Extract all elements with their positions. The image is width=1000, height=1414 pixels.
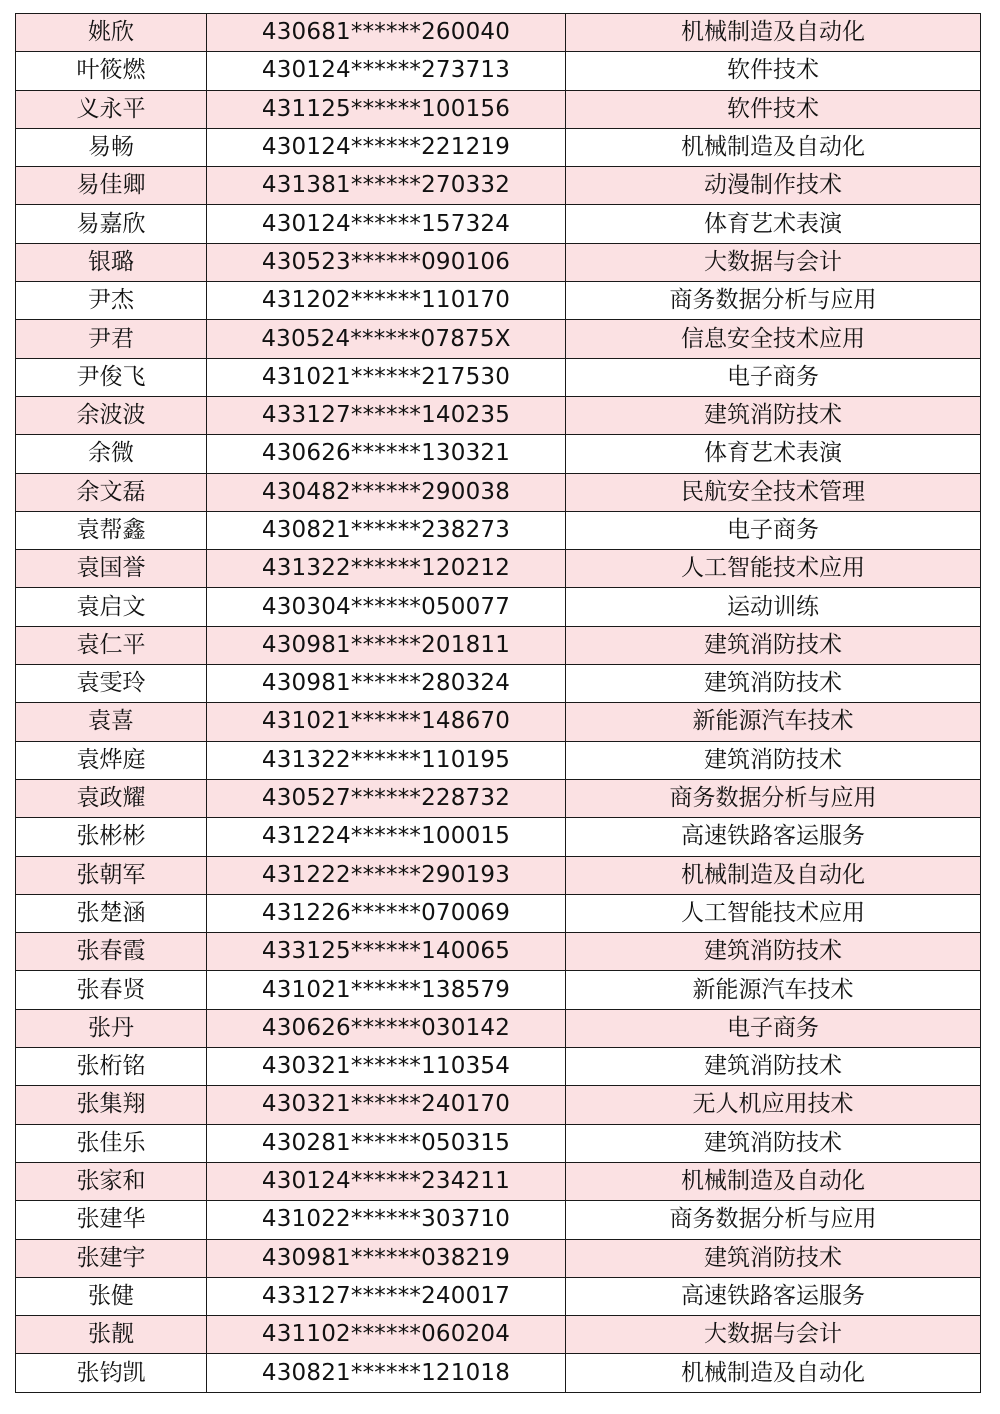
table-row	[16, 1162, 981, 1200]
student-name-cell: 袁喜	[16, 703, 207, 741]
student-name-cell: 张靓	[16, 1316, 207, 1354]
student-name-cell: 张春贤	[16, 971, 207, 1009]
id-number-cell: 433127******240017	[207, 1277, 566, 1315]
id-number-cell: 430281******050315	[207, 1124, 566, 1162]
student-name-cell: 张桁铭	[16, 1048, 207, 1086]
table-row	[16, 167, 981, 205]
student-name-cell: 叶筱燃	[16, 52, 207, 90]
table-row	[16, 933, 981, 971]
id-number-cell: 431381******270332	[207, 167, 566, 205]
id-number-cell: 431021******138579	[207, 971, 566, 1009]
id-number-cell: 430124******234211	[207, 1162, 566, 1200]
student-name-cell: 余波波	[16, 396, 207, 434]
major-cell: 商务数据分析与应用	[566, 282, 981, 320]
major-cell: 新能源汽车技术	[566, 703, 981, 741]
student-name-cell: 余微	[16, 435, 207, 473]
student-name-cell: 易嘉欣	[16, 205, 207, 243]
student-name-cell: 袁启文	[16, 588, 207, 626]
student-name-cell: 姚欣	[16, 14, 207, 52]
id-number-cell: 431322******120212	[207, 550, 566, 588]
student-name-cell: 张集翔	[16, 1086, 207, 1124]
table-row	[16, 243, 981, 281]
id-number-cell: 431021******148670	[207, 703, 566, 741]
major-cell: 无人机应用技术	[566, 1086, 981, 1124]
major-cell: 机械制造及自动化	[566, 856, 981, 894]
table-row	[16, 511, 981, 549]
student-name-cell: 余文磊	[16, 473, 207, 511]
major-cell: 人工智能技术应用	[566, 894, 981, 932]
id-number-cell: 431102******060204	[207, 1316, 566, 1354]
major-cell: 机械制造及自动化	[566, 1354, 981, 1392]
id-number-cell: 430321******240170	[207, 1086, 566, 1124]
major-cell: 民航安全技术管理	[566, 473, 981, 511]
id-number-cell: 431224******100015	[207, 818, 566, 856]
table-row	[16, 1201, 981, 1239]
major-cell: 软件技术	[566, 52, 981, 90]
student-name-cell: 张家和	[16, 1162, 207, 1200]
table-row	[16, 320, 981, 358]
id-number-cell: 431202******110170	[207, 282, 566, 320]
table-row	[16, 741, 981, 779]
table-row	[16, 856, 981, 894]
table-row	[16, 282, 981, 320]
major-cell: 机械制造及自动化	[566, 14, 981, 52]
id-number-cell: 430124******157324	[207, 205, 566, 243]
major-cell: 信息安全技术应用	[566, 320, 981, 358]
id-number-cell: 433125******140065	[207, 933, 566, 971]
id-number-cell: 430626******030142	[207, 1009, 566, 1047]
student-name-cell: 张彬彬	[16, 818, 207, 856]
student-name-cell: 袁国誉	[16, 550, 207, 588]
student-name-cell: 张朝军	[16, 856, 207, 894]
major-cell: 商务数据分析与应用	[566, 779, 981, 817]
table-row	[16, 1048, 981, 1086]
student-roster-table	[15, 13, 981, 1393]
id-number-cell: 430524******07875X	[207, 320, 566, 358]
student-name-cell: 张佳乐	[16, 1124, 207, 1162]
id-number-cell: 431222******290193	[207, 856, 566, 894]
table-row	[16, 205, 981, 243]
major-cell: 建筑消防技术	[566, 396, 981, 434]
id-number-cell: 431125******100156	[207, 90, 566, 128]
id-number-cell: 431226******070069	[207, 894, 566, 932]
student-name-cell: 张建华	[16, 1201, 207, 1239]
major-cell: 新能源汽车技术	[566, 971, 981, 1009]
table-row	[16, 1124, 981, 1162]
table-row	[16, 473, 981, 511]
student-name-cell: 袁雯玲	[16, 665, 207, 703]
major-cell: 电子商务	[566, 1009, 981, 1047]
student-name-cell: 张钧凯	[16, 1354, 207, 1392]
roster-sheet	[15, 13, 980, 1393]
table-row	[16, 396, 981, 434]
table-row	[16, 971, 981, 1009]
student-name-cell: 袁烨庭	[16, 741, 207, 779]
id-number-cell: 430124******273713	[207, 52, 566, 90]
student-name-cell: 张楚涵	[16, 894, 207, 932]
major-cell: 人工智能技术应用	[566, 550, 981, 588]
major-cell: 建筑消防技术	[566, 626, 981, 664]
id-number-cell: 430981******201811	[207, 626, 566, 664]
table-row	[16, 1277, 981, 1315]
id-number-cell: 430124******221219	[207, 128, 566, 166]
id-number-cell: 430981******038219	[207, 1239, 566, 1277]
id-number-cell: 430821******121018	[207, 1354, 566, 1392]
student-name-cell: 张建宇	[16, 1239, 207, 1277]
id-number-cell: 433127******140235	[207, 396, 566, 434]
table-row	[16, 588, 981, 626]
table-row	[16, 1009, 981, 1047]
table-row	[16, 550, 981, 588]
major-cell: 电子商务	[566, 358, 981, 396]
table-row	[16, 703, 981, 741]
table-row	[16, 894, 981, 932]
table-row	[16, 128, 981, 166]
major-cell: 软件技术	[566, 90, 981, 128]
major-cell: 建筑消防技术	[566, 741, 981, 779]
major-cell: 高速铁路客运服务	[566, 818, 981, 856]
id-number-cell: 430304******050077	[207, 588, 566, 626]
table-row	[16, 52, 981, 90]
student-name-cell: 义永平	[16, 90, 207, 128]
student-name-cell: 袁仁平	[16, 626, 207, 664]
table-row	[16, 779, 981, 817]
student-name-cell: 张健	[16, 1277, 207, 1315]
table-row	[16, 1316, 981, 1354]
roster-body	[16, 14, 981, 1393]
table-row	[16, 665, 981, 703]
id-number-cell: 430681******260040	[207, 14, 566, 52]
table-row	[16, 90, 981, 128]
major-cell: 机械制造及自动化	[566, 128, 981, 166]
student-name-cell: 银璐	[16, 243, 207, 281]
major-cell: 大数据与会计	[566, 243, 981, 281]
table-row	[16, 818, 981, 856]
major-cell: 建筑消防技术	[566, 1048, 981, 1086]
table-row	[16, 1354, 981, 1392]
major-cell: 电子商务	[566, 511, 981, 549]
major-cell: 大数据与会计	[566, 1316, 981, 1354]
student-name-cell: 尹杰	[16, 282, 207, 320]
id-number-cell: 430523******090106	[207, 243, 566, 281]
id-number-cell: 431322******110195	[207, 741, 566, 779]
major-cell: 建筑消防技术	[566, 1239, 981, 1277]
major-cell: 机械制造及自动化	[566, 1162, 981, 1200]
table-row	[16, 435, 981, 473]
major-cell: 运动训练	[566, 588, 981, 626]
student-name-cell: 袁帮鑫	[16, 511, 207, 549]
id-number-cell: 430482******290038	[207, 473, 566, 511]
student-name-cell: 袁政耀	[16, 779, 207, 817]
table-row	[16, 358, 981, 396]
student-name-cell: 易畅	[16, 128, 207, 166]
major-cell: 建筑消防技术	[566, 1124, 981, 1162]
major-cell: 建筑消防技术	[566, 933, 981, 971]
table-row	[16, 14, 981, 52]
id-number-cell: 430527******228732	[207, 779, 566, 817]
major-cell: 高速铁路客运服务	[566, 1277, 981, 1315]
table-row	[16, 1086, 981, 1124]
student-name-cell: 易佳卿	[16, 167, 207, 205]
table-row	[16, 626, 981, 664]
major-cell: 建筑消防技术	[566, 665, 981, 703]
major-cell: 体育艺术表演	[566, 435, 981, 473]
major-cell: 体育艺术表演	[566, 205, 981, 243]
id-number-cell: 431021******217530	[207, 358, 566, 396]
major-cell: 动漫制作技术	[566, 167, 981, 205]
id-number-cell: 431022******303710	[207, 1201, 566, 1239]
student-name-cell: 尹君	[16, 320, 207, 358]
id-number-cell: 430626******130321	[207, 435, 566, 473]
student-name-cell: 张春霞	[16, 933, 207, 971]
student-name-cell: 张丹	[16, 1009, 207, 1047]
major-cell: 商务数据分析与应用	[566, 1201, 981, 1239]
id-number-cell: 430321******110354	[207, 1048, 566, 1086]
id-number-cell: 430821******238273	[207, 511, 566, 549]
student-name-cell: 尹俊飞	[16, 358, 207, 396]
id-number-cell: 430981******280324	[207, 665, 566, 703]
table-row	[16, 1239, 981, 1277]
